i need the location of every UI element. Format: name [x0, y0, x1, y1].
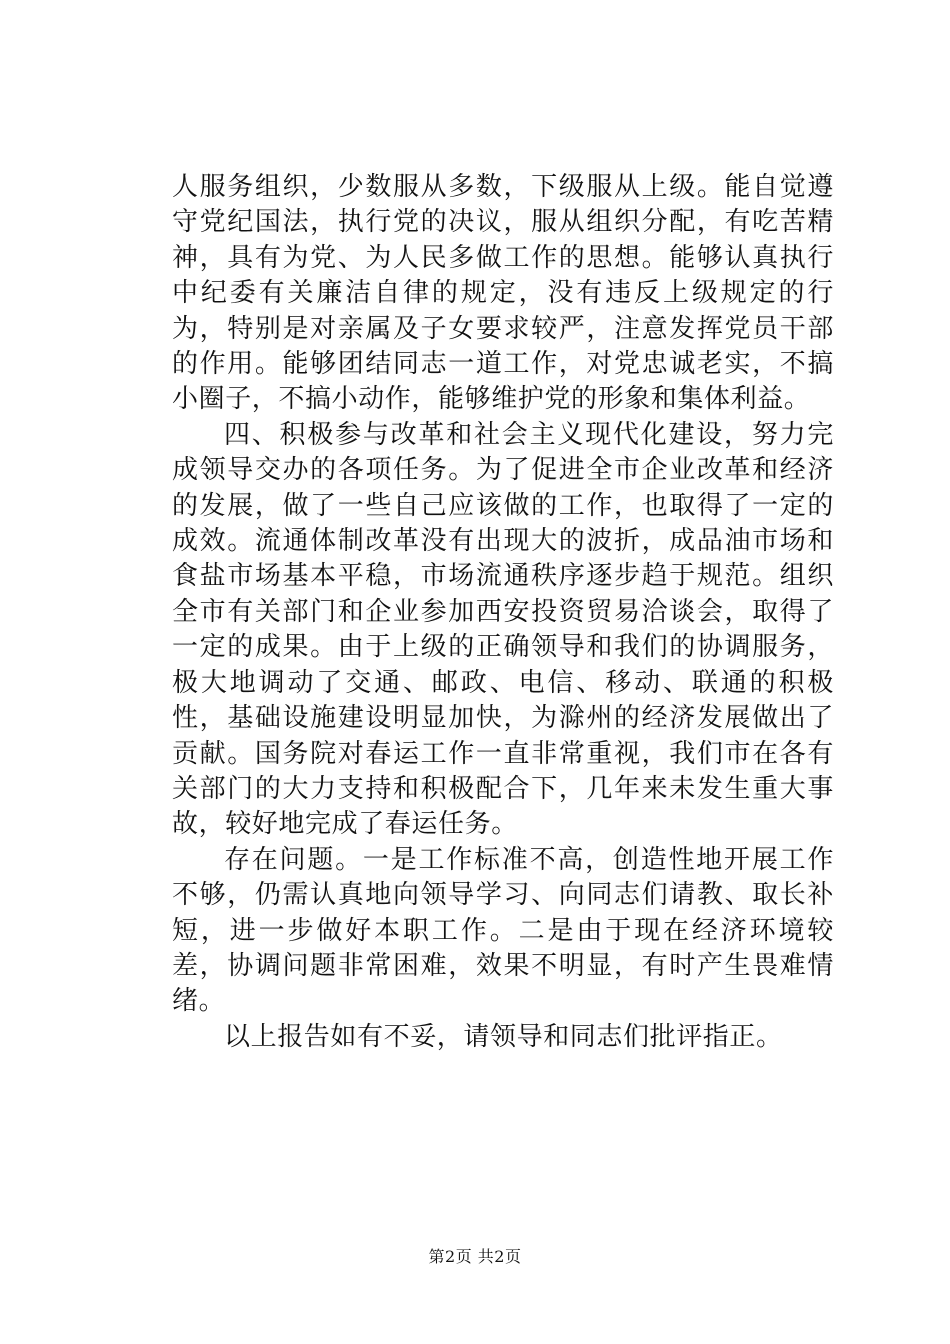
paragraph-problems: 存在问题。一是工作标准不高，创造性地开展工作不够，仍需认真地向领导学习、向同志们请教、取长补短，进一步做好本职工作。二是由于现在经济环境较差，协调问题非常困难，效果不明显，有时产生畏难情绪。	[172, 844, 834, 1017]
paragraph-closing: 以上报告如有不妥，请领导和同志们批评指正。	[224, 1021, 783, 1052]
paragraph-continued: 人服务组织，少数服从多数，下级服从上级。能自觉遵守党纪国法，执行党的决议，服从组织分配，有吃苦精神，具有为党、为人民多做工作的思想。能够认真执行中纪委有关廉洁自律的规定，没有违反上级规定的行为，特别是对亲属及子女要求较严，注意发挥党员干部的作用。能够团结同志一道工作，对党忠诚老实，不搞小圈子，不搞小动作，能够维护党的形象和集体利益。	[172, 172, 834, 415]
document-body	[172, 170, 834, 1055]
page-number-footer: 第2页 共2页	[428, 1247, 522, 1266]
paragraph-section-four: 四、积极参与改革和社会主义现代化建设，努力完成领导交办的各项任务。为了促进全市企业改革和经济的发展，做了一些自己应该做的工作，也取得了一定的成效。流通体制改革没有出现大的波折，成品油市场和食盐市场基本平稳，市场流通秩序逐步趋于规范。组织全市有关部门和企业参加西安投资贸易洽谈会，取得了一定的成果。由于上级的正确领导和我们的协调服务，极大地调动了交通、邮政、电信、移动、联通的积极性，基础设施建设明显加快，为滁州的经济发展做出了贡献。国务院对春运工作一直非常重视，我们市在各有关部门的大力支持和积极配合下，几年来未发生重大事故，较好地完成了春运任务。	[172, 419, 834, 840]
